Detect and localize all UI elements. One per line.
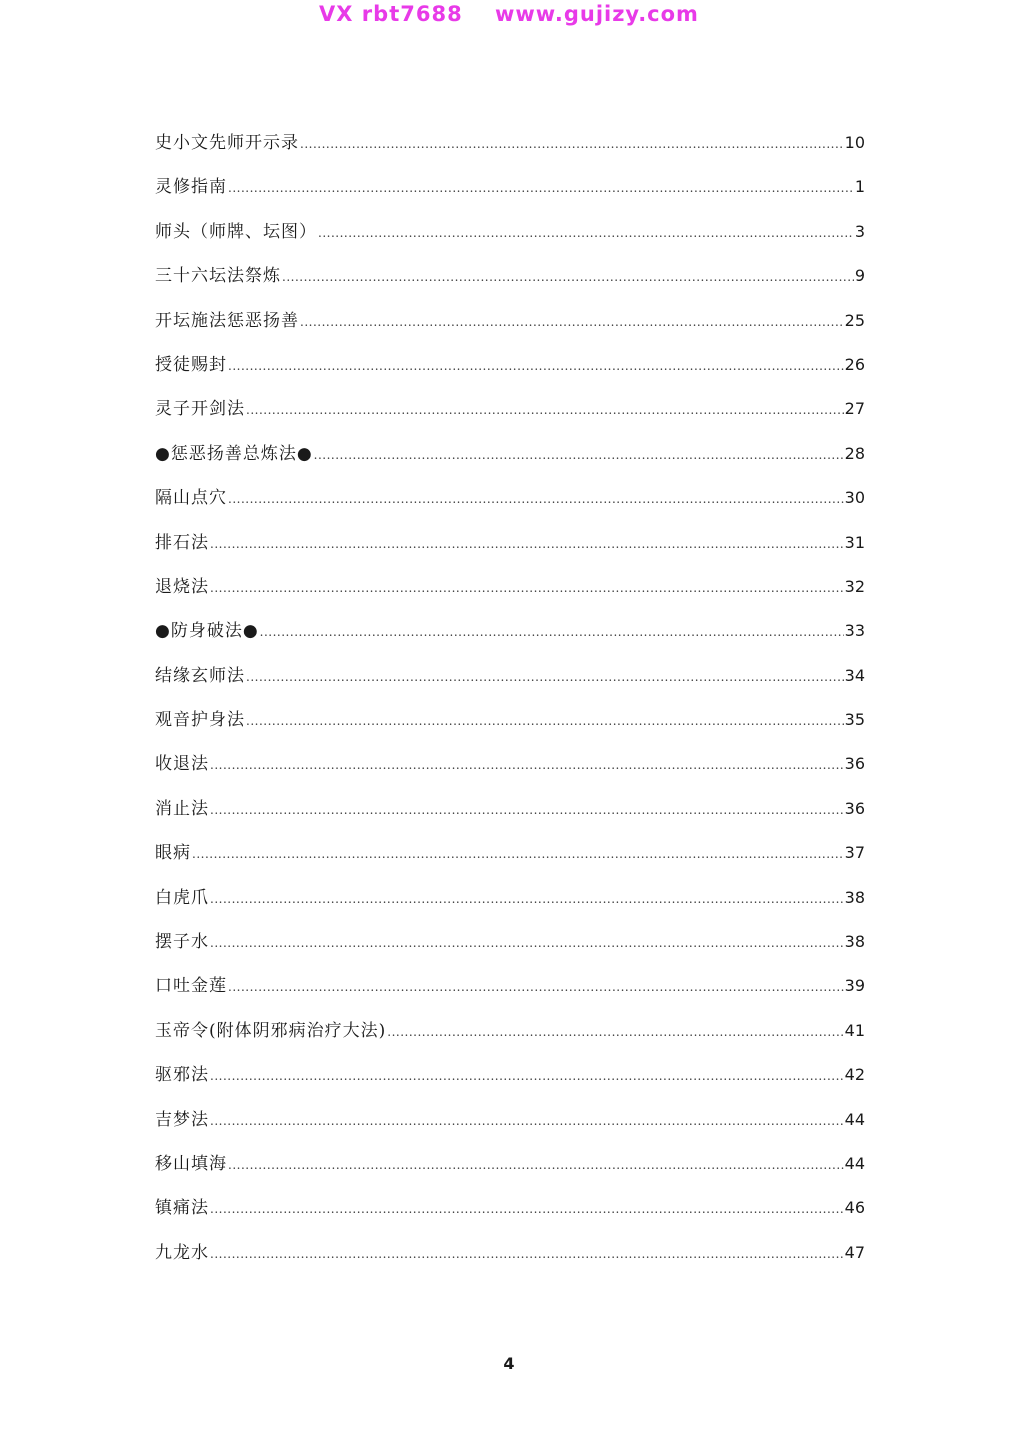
toc-entry-title: 授徒赐封 [155, 354, 227, 375]
toc-entry-title: 史小文先师开示录 [155, 133, 299, 153]
toc-entry-page: 30 [844, 488, 865, 508]
toc-entry-page: 41 [844, 1020, 865, 1040]
toc-leader-dots [246, 670, 844, 684]
watermark [0, 2, 1018, 26]
toc-leader-dots [260, 625, 844, 639]
toc-entry-title: 灵子开剑法 [155, 399, 245, 420]
toc-entry [155, 661, 865, 705]
toc-entry-page: 47 [844, 1242, 865, 1262]
toc-leader-dots [210, 1114, 844, 1128]
toc-entry-page: 36 [844, 798, 865, 818]
toc-entry-page: 44 [844, 1109, 865, 1129]
toc-entry [155, 528, 865, 572]
toc-entry-title: 收退法 [155, 754, 209, 775]
toc-entry-page: 38 [844, 932, 865, 952]
toc-entry [155, 1016, 865, 1060]
toc-leader-dots [387, 1025, 843, 1039]
toc-leader-dots [300, 315, 844, 329]
toc-entry-page: 9 [854, 266, 865, 286]
toc-entry [155, 838, 865, 882]
toc-entry-title: 镇痛法 [155, 1198, 209, 1219]
toc-leader-dots [246, 714, 844, 728]
toc-entry-page: 33 [844, 621, 865, 641]
toc-entry-page: 37 [844, 843, 865, 863]
toc-entry [155, 306, 865, 350]
toc-entry [155, 1149, 865, 1193]
toc-entry-title: 排石法 [155, 532, 209, 553]
toc-entry-title: ●惩恶扬善总炼法● [155, 443, 313, 464]
toc-leader-dots [192, 847, 844, 861]
toc-entry [155, 616, 865, 660]
toc-entry-title: 吉梦法 [155, 1109, 209, 1130]
toc-leader-dots [314, 448, 844, 462]
toc-entry-title: ●防身破法● [155, 621, 259, 642]
toc-leader-dots [210, 1069, 844, 1083]
toc-entry [155, 483, 865, 527]
toc-entry [155, 394, 865, 438]
watermark-right: www.gujizy.com [495, 2, 699, 26]
toc-entry-title: 玉帝令(附体阴邪病治疗大法) [155, 1020, 387, 1041]
toc-entry-page: 31 [844, 532, 865, 552]
toc-entry [155, 927, 865, 971]
toc-entry-title: 结缘玄师法 [155, 665, 245, 686]
toc-entry-page: 39 [844, 976, 865, 996]
toc-entry-title: 观音护身法 [155, 710, 245, 731]
toc-entry-page: 1 [854, 177, 865, 197]
toc-entry-title: 隔山点穴 [155, 488, 227, 509]
toc-entry-title: 摆子水 [155, 932, 209, 953]
toc-leader-dots [228, 492, 844, 506]
toc-leader-dots [228, 181, 854, 195]
toc-leader-dots [318, 226, 854, 240]
toc-leader-dots [210, 758, 844, 772]
toc-leader-dots [210, 1247, 844, 1261]
toc-entry-page: 27 [844, 399, 865, 419]
toc-entry-title: 九龙水 [155, 1242, 209, 1263]
toc-entry [155, 1238, 865, 1282]
toc-leader-dots [210, 892, 844, 906]
toc-entry [155, 217, 865, 261]
toc-entry [155, 350, 865, 394]
toc-entry-title: 消止法 [155, 798, 209, 819]
toc-entry-page: 35 [844, 710, 865, 730]
toc-leader-dots [300, 137, 844, 151]
toc-leader-dots [210, 1202, 844, 1216]
table-of-contents [155, 128, 865, 1282]
toc-entry [155, 971, 865, 1015]
toc-entry-page: 25 [844, 310, 865, 330]
toc-leader-dots [228, 359, 844, 373]
toc-entry-title: 口吐金莲 [155, 976, 227, 997]
toc-entry-title: 开坛施法惩恶扬善 [155, 310, 299, 331]
toc-entry-page: 3 [854, 221, 865, 241]
toc-entry-title: 白虎爪 [155, 887, 209, 908]
toc-entry [155, 749, 865, 793]
toc-leader-dots [210, 936, 844, 950]
toc-entry-page: 42 [844, 1065, 865, 1085]
toc-leader-dots [210, 803, 844, 817]
toc-entry-title: 驱邪法 [155, 1065, 209, 1086]
toc-entry-page: 10 [844, 133, 865, 152]
toc-entry-page: 38 [844, 887, 865, 907]
toc-entry [155, 883, 865, 927]
toc-entry-page: 44 [844, 1153, 865, 1173]
toc-leader-dots [210, 581, 844, 595]
toc-leader-dots [228, 1158, 844, 1172]
toc-entry [155, 705, 865, 749]
toc-entry [155, 172, 865, 216]
toc-entry [155, 261, 865, 305]
toc-entry-title: 退烧法 [155, 576, 209, 597]
toc-entry-title: 师头（师牌、坛图） [155, 221, 317, 242]
page-number: 4 [503, 1354, 515, 1373]
toc-entry-page: 32 [844, 576, 865, 596]
toc-entry [155, 1193, 865, 1237]
toc-entry [155, 1105, 865, 1149]
toc-entry [155, 794, 865, 838]
toc-leader-dots [282, 270, 854, 284]
toc-leader-dots [210, 537, 844, 551]
toc-entry-page: 46 [844, 1198, 865, 1218]
toc-entry-title: 眼病 [155, 843, 191, 864]
toc-entry [155, 128, 865, 172]
toc-entry-page: 28 [844, 443, 865, 463]
toc-entry [155, 572, 865, 616]
toc-entry-title: 移山填海 [155, 1153, 227, 1174]
toc-leader-dots [228, 980, 844, 994]
toc-entry [155, 1060, 865, 1104]
toc-entry-page: 36 [844, 754, 865, 774]
toc-leader-dots [246, 403, 844, 417]
toc-entry-page: 26 [844, 354, 865, 374]
watermark-left: VX rbt7688 [319, 2, 463, 26]
toc-entry-title: 灵修指南 [155, 177, 227, 198]
toc-entry [155, 439, 865, 483]
toc-entry-title: 三十六坛法祭炼 [155, 266, 281, 287]
toc-entry-page: 34 [844, 665, 865, 685]
